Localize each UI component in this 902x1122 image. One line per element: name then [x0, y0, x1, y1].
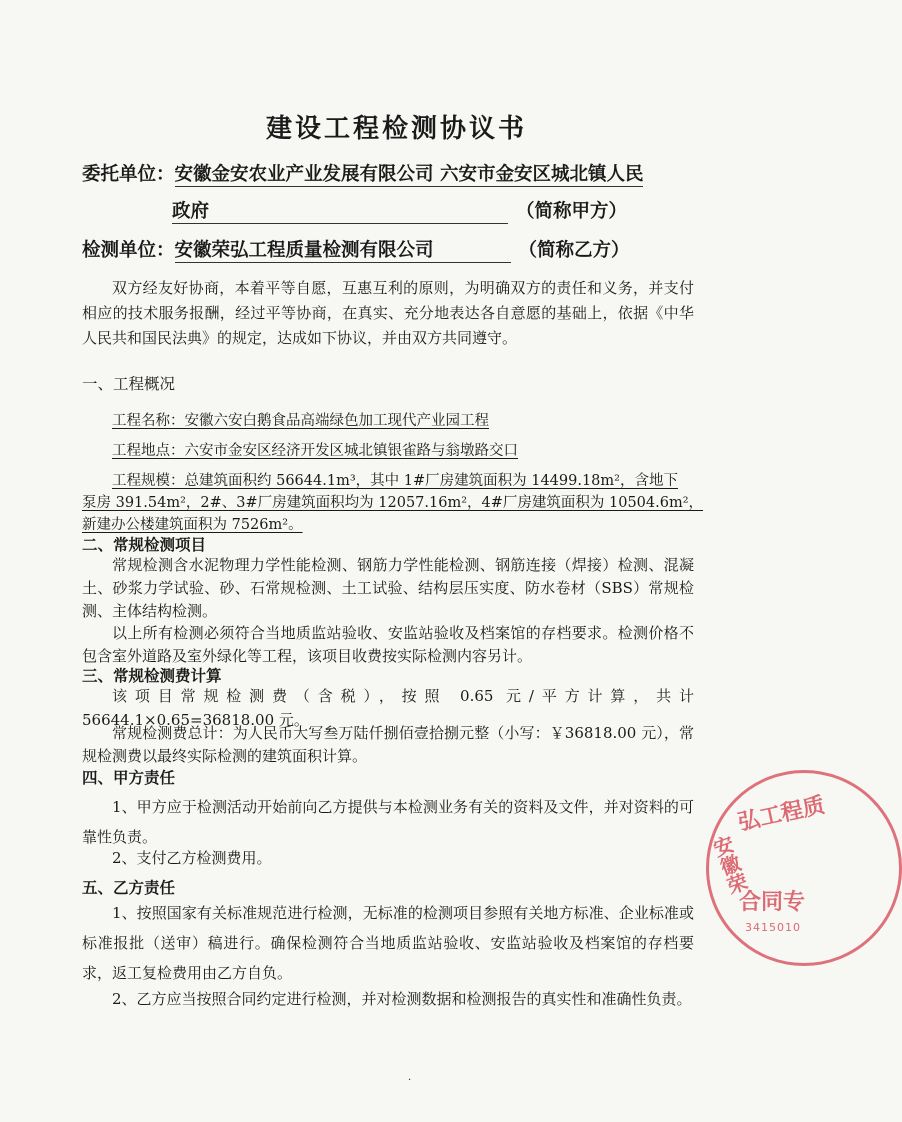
section4-heading: 四、甲方责任	[82, 769, 176, 787]
client-line-2	[172, 197, 627, 224]
client-line-1	[82, 160, 643, 187]
section1-heading: 一、工程概况	[82, 375, 176, 393]
tester-name: 安徽荣弘工程质量检测有限公司	[175, 236, 511, 263]
client-short-name: （简称甲方）	[516, 201, 628, 222]
project-scale-line2: 泵房 391.54m²，2#、3#厂房建筑面积均为 12057.16m²，4#厂房建筑面积为 10504.6m²，	[82, 495, 704, 511]
footer-mark: .	[408, 1072, 412, 1083]
project-site: 工程地点：六安市金安区经济开发区城北镇银雀路与翁墩路交口	[112, 443, 518, 459]
client-name-line2: 政府	[172, 197, 508, 224]
tester-line	[82, 236, 630, 263]
client-label: 委托单位：	[82, 164, 175, 185]
section5-heading: 五、乙方责任	[82, 879, 176, 897]
tester-label: 检测单位：	[82, 240, 175, 261]
stamp-number: 3415010	[745, 921, 801, 934]
section5-paragraph1: 1、按照国家有关标准规范进行检测，无标准的检测项目参照有关地方标准、企业标准或标准报批（送审）稿进行。确保检测符合当地质监站验收、安监站验收及档案馆的存档要求，返工复检费用由乙方自负。	[82, 904, 694, 982]
section3-paragraph1: 该项目常规检测费（含税），按照 0.65 元/平方计算，共计 56644.1×0.65=36818.00 元。	[82, 687, 694, 729]
section2-paragraph1: 常规检测含水泥物理力学性能检测、钢筋力学性能检测、钢筋连接（焊接）检测、混凝土、砂浆力学试验、砂、石常规检测、土工试验、结构层压实度、防水卷材（SBS）常规检测、主体结构检测。	[82, 556, 694, 620]
section2-heading: 二、常规检测项目	[82, 536, 207, 554]
section4-paragraph2: 2、支付乙方检测费用。	[112, 849, 272, 867]
project-scale-line3: 新建办公楼建筑面积为 7526m²。	[82, 517, 303, 533]
stamp-text-left: 安徽荣	[707, 832, 751, 898]
client-name-line1: 安徽金安农业产业发展有限公司 六安市金安区城北镇人民	[175, 160, 644, 187]
tester-short-name: （简称乙方）	[518, 240, 630, 261]
section5-paragraph2: 2、乙方应当按照合同约定进行检测，并对检测数据和检测报告的真实性和准确性负责。	[112, 990, 692, 1008]
section3-heading: 三、常规检测费计算	[82, 667, 222, 685]
project-scale-line1: 工程规模：总建筑面积约 56644.1m³，其中 1#厂房建筑面积为 14499.18m²，含地下	[112, 473, 678, 489]
intro-paragraph: 双方经友好协商，本着平等自愿，互惠互利的原则，为明确双方的责任和义务，并支付相应的技术服务报酬，经过平等协商，在真实、充分地表达各自意愿的基础上，依据《中华人民共和国民法典》的规定，达成如下协议，并由双方共同遵守。	[82, 279, 694, 347]
project-name: 工程名称：安徽六安白鹅食品高端绿色加工现代产业园工程	[112, 413, 489, 429]
section3-paragraph2: 常规检测费总计：为人民币大写叁万陆仟捌佰壹拾捌元整（小写：￥36818.00 元），常规检测费以最终实际检测的建筑面积计算。	[82, 724, 694, 765]
stamp-text-top: 弘工程质	[735, 793, 828, 836]
section4-paragraph1: 1、甲方应于检测活动开始前向乙方提供与本检测业务有关的资料及文件，并对资料的可靠性负责。	[82, 798, 694, 846]
company-seal-stamp	[706, 770, 902, 966]
section2-paragraph2: 以上所有检测必须符合当地质监站验收、安监站验收及档案馆的存档要求。检测价格不包含室外道路及室外绿化等工程，该项目收费按实际检测内容另计。	[82, 624, 694, 665]
stamp-text-center: 合同专	[739, 890, 806, 915]
document-title: 建设工程检测协议书	[265, 114, 527, 144]
